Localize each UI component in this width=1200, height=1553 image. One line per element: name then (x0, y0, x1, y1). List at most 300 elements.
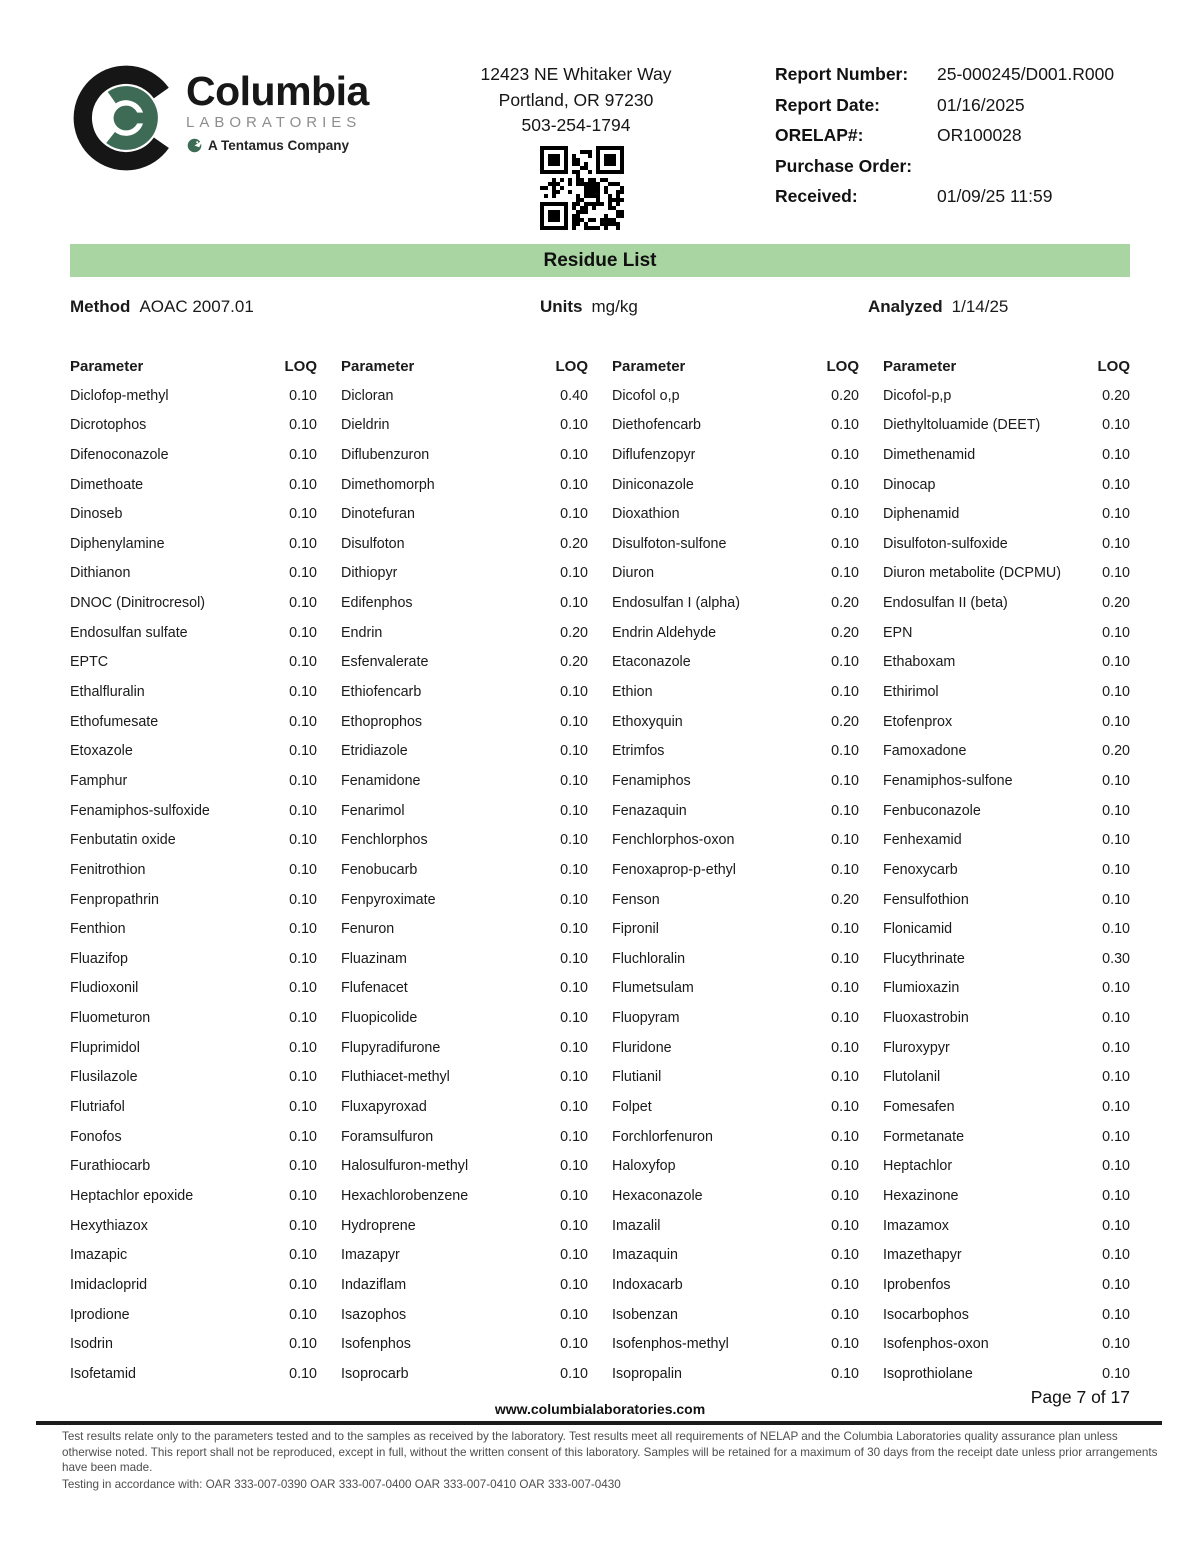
table-row (70, 974, 317, 1004)
table-row (883, 1271, 1130, 1301)
table-row (341, 886, 588, 916)
table-row (612, 1123, 859, 1153)
method-field (70, 297, 254, 317)
units-value: mg/kg (591, 297, 638, 316)
purchase-order-label: Purchase Order: (775, 155, 913, 176)
loq-value: 0.10 (831, 684, 859, 701)
parameter-name: Diethofencarb (612, 417, 702, 434)
report-info-row (775, 125, 1114, 156)
parameter-name: Fenoxycarb (883, 861, 958, 878)
table-row (883, 441, 1130, 471)
parameter-name: Imazalil (612, 1217, 661, 1234)
loq-value: 0.10 (831, 535, 859, 552)
parameter-name: Flufenacet (341, 980, 408, 997)
loq-value: 0.10 (831, 861, 859, 878)
table-row (612, 915, 859, 945)
page-number: Page 7 of 17 (1030, 1387, 1130, 1407)
table-row (341, 1034, 588, 1064)
table-row (341, 945, 588, 975)
parameter-name: Dicofol-p,p (883, 387, 952, 404)
loq-value: 0.10 (1102, 535, 1130, 552)
table-row (883, 737, 1130, 767)
table-row (341, 915, 588, 945)
loq-value: 0.10 (1102, 713, 1130, 730)
residue-table (70, 352, 1130, 1389)
parameter-name: Hexachlorobenzene (341, 1187, 469, 1204)
loq-value: 0.10 (1102, 1247, 1130, 1264)
parameter-name: Fensulfothion (883, 891, 969, 908)
parameter-name: Isofenphos (341, 1336, 411, 1353)
parameter-name: Fluchloralin (612, 950, 686, 967)
parameter-name: Flutianil (612, 1069, 662, 1086)
table-row (883, 708, 1130, 738)
loq-value: 0.10 (1102, 1306, 1130, 1323)
parameter-name: Isoprothiolane (883, 1365, 973, 1382)
parameter-name: Flumetsulam (612, 980, 694, 997)
loq-value: 0.10 (289, 802, 317, 819)
loq-value: 0.10 (289, 891, 317, 908)
table-row (883, 619, 1130, 649)
table-row (612, 856, 859, 886)
parameter-name: Diclofop-methyl (70, 387, 169, 404)
loq-value: 0.10 (831, 1069, 859, 1086)
parameter-name: Fenamiphos-sulfoxide (70, 802, 210, 819)
table-row (883, 530, 1130, 560)
disclaimer-text: Test results relate only to the parameters tested and to the samples as received by the laboratory. Test results meet all requirements of NELAP and the Columbia Laboratories quality assurance plan unless otherwise noted. This report shall not be reproduced, except in full, without the written consent of this laboratory. Samples will be retained for a maximum of 30 days from the receipt date unless prior arrangements have been made. (62, 1430, 1158, 1475)
table-row (883, 1063, 1130, 1093)
parameter-name: Fluridone (612, 1039, 672, 1056)
table-row (341, 559, 588, 589)
parameter-name: Diethyltoluamide (DEET) (883, 417, 1041, 434)
parameter-name: Ethalfluralin (70, 684, 145, 701)
loq-value: 0.10 (831, 1010, 859, 1027)
loq-value: 0.10 (560, 772, 588, 789)
loq-value: 0.10 (289, 1158, 317, 1175)
parameter-name: Haloxyfop (612, 1158, 676, 1175)
parameter-name: Flumioxazin (883, 980, 960, 997)
loq-value: 0.10 (560, 980, 588, 997)
loq-value: 0.10 (289, 950, 317, 967)
table-row (883, 856, 1130, 886)
units-field (540, 297, 638, 317)
table-row (70, 737, 317, 767)
parameter-name: Etoxazole (70, 743, 133, 760)
table-row (70, 826, 317, 856)
table-row (612, 797, 859, 827)
parameter-name: Difenoconazole (70, 446, 169, 463)
table-header-row (883, 352, 1130, 382)
testing-accordance-text: Testing in accordance with: OAR 333-007-0390 OAR 333-007-0400 OAR 333-007-0410 OAR 333-007-0430 (62, 1477, 621, 1491)
loq-value: 0.10 (560, 1010, 588, 1027)
parameter-name: Imazaquin (612, 1247, 678, 1264)
table-header-row (70, 352, 317, 382)
loq-header: LOQ (1097, 358, 1130, 375)
table-row (70, 471, 317, 501)
residue-column (341, 352, 588, 1389)
table-row (341, 1241, 588, 1271)
loq-value: 0.10 (560, 1187, 588, 1204)
loq-value: 0.10 (1102, 772, 1130, 789)
parameter-name: Fenoxaprop-p-ethyl (612, 861, 736, 878)
loq-value: 0.10 (1102, 861, 1130, 878)
table-row (612, 471, 859, 501)
table-row (70, 708, 317, 738)
table-row (70, 1301, 317, 1331)
parameter-name: Forchlorfenuron (612, 1128, 713, 1145)
section-banner (70, 244, 1130, 277)
loq-value: 0.10 (560, 476, 588, 493)
parameter-name: Fenamiphos-sulfone (883, 772, 1013, 789)
loq-value: 0.10 (560, 1247, 588, 1264)
loq-value: 0.10 (289, 535, 317, 552)
loq-value: 0.10 (831, 446, 859, 463)
parameter-name: Disulfoton (341, 535, 405, 552)
parameter-name: Fenchlorphos (341, 832, 428, 849)
table-row (612, 619, 859, 649)
parameter-name: Hexaconazole (612, 1187, 703, 1204)
table-row (341, 974, 588, 1004)
parameter-name: Fenazaquin (612, 802, 687, 819)
loq-value: 0.10 (560, 861, 588, 878)
table-row (341, 1360, 588, 1390)
parameter-name: Flusilazole (70, 1069, 138, 1086)
loq-value: 0.10 (831, 921, 859, 938)
loq-value: 0.20 (831, 624, 859, 641)
loq-value: 0.20 (831, 891, 859, 908)
parameter-name: Dicofol o,p (612, 387, 680, 404)
loq-value: 0.10 (289, 1128, 317, 1145)
loq-value: 0.10 (1102, 446, 1130, 463)
loq-value: 0.10 (1102, 1217, 1130, 1234)
table-row (70, 1330, 317, 1360)
table-row (70, 945, 317, 975)
analyzed-field (868, 297, 1008, 317)
tentamus-bird-icon (186, 137, 203, 154)
table-row (612, 826, 859, 856)
loq-value: 0.10 (289, 772, 317, 789)
loq-value: 0.10 (831, 506, 859, 523)
parameter-name: Fenchlorphos-oxon (612, 832, 735, 849)
loq-value: 0.20 (1102, 743, 1130, 760)
table-row (612, 737, 859, 767)
parameter-name: Imazamox (883, 1217, 949, 1234)
loq-header: LOQ (826, 358, 859, 375)
table-row (883, 1241, 1130, 1271)
loq-value: 0.10 (560, 1365, 588, 1382)
loq-value: 0.10 (289, 654, 317, 671)
parameter-name: Dimethoate (70, 476, 144, 493)
residue-column (883, 352, 1130, 1389)
table-row (612, 382, 859, 412)
loq-value: 0.10 (831, 1187, 859, 1204)
table-row (612, 974, 859, 1004)
table-row (70, 589, 317, 619)
table-row (341, 589, 588, 619)
loq-value: 0.10 (831, 476, 859, 493)
table-row (341, 648, 588, 678)
table-row (883, 648, 1130, 678)
columbia-logo-icon (72, 64, 180, 172)
parameter-name: Edifenphos (341, 595, 413, 612)
parameter-header: Parameter (612, 358, 686, 375)
report-number-value: 25-000245/D001.R000 (937, 64, 1115, 84)
table-row (612, 1241, 859, 1271)
parameter-name: Dinoseb (70, 506, 123, 523)
parameter-name: Foramsulfuron (341, 1128, 434, 1145)
loq-value: 0.10 (831, 1039, 859, 1056)
loq-value: 0.10 (560, 921, 588, 938)
loq-value: 0.10 (289, 1306, 317, 1323)
parameter-name: Isobenzan (612, 1306, 678, 1323)
table-row (883, 915, 1130, 945)
loq-value: 0.10 (831, 1336, 859, 1353)
loq-value: 0.10 (831, 417, 859, 434)
parameter-name: Diphenamid (883, 506, 960, 523)
loq-value: 0.10 (289, 1187, 317, 1204)
table-row (612, 1271, 859, 1301)
table-row (883, 411, 1130, 441)
parameter-name: Imazapyr (341, 1247, 400, 1264)
table-row (70, 1360, 317, 1390)
parameter-name: Fluopicolide (341, 1010, 418, 1027)
parameter-name: Dieldrin (341, 417, 390, 434)
table-row (70, 1212, 317, 1242)
parameter-name: Isoprocarb (341, 1365, 409, 1382)
parameter-header: Parameter (341, 358, 415, 375)
loq-value: 0.40 (560, 387, 588, 404)
analyzed-value: 1/14/25 (951, 297, 1009, 316)
parameter-name: Fluthiacet-methyl (341, 1069, 450, 1086)
parameter-name: Hydroprene (341, 1217, 416, 1234)
table-row (70, 648, 317, 678)
loq-value: 0.10 (560, 684, 588, 701)
loq-value: 0.20 (560, 624, 588, 641)
table-row (612, 945, 859, 975)
parameter-name: Isazophos (341, 1306, 407, 1323)
table-row (612, 441, 859, 471)
loq-value: 0.10 (289, 476, 317, 493)
loq-value: 0.10 (1102, 565, 1130, 582)
loq-value: 0.10 (289, 1276, 317, 1293)
parameter-name: Imazapic (70, 1247, 128, 1264)
parameter-name: Dithianon (70, 565, 131, 582)
table-row (70, 1152, 317, 1182)
loq-value: 0.10 (289, 565, 317, 582)
table-row (883, 1360, 1130, 1390)
table-row (612, 530, 859, 560)
table-row (883, 826, 1130, 856)
parameter-name: Ethoxyquin (612, 713, 683, 730)
table-row (341, 1004, 588, 1034)
report-info (775, 64, 1114, 217)
parameter-name: Fenthion (70, 921, 126, 938)
loq-header: LOQ (555, 358, 588, 375)
table-row (70, 530, 317, 560)
address-line: 12423 NE Whitaker Way (480, 64, 672, 84)
units-label: Units (540, 297, 583, 316)
parameter-name: Fluroxypyr (883, 1039, 950, 1056)
parameter-name: Dimethomorph (341, 476, 435, 493)
loq-value: 0.10 (289, 1099, 317, 1116)
parameter-name: Diphenylamine (70, 535, 165, 552)
table-row (612, 1004, 859, 1034)
parameter-name: Endrin (341, 624, 383, 641)
parameter-name: EPTC (70, 654, 109, 671)
table-row (341, 1123, 588, 1153)
loq-value: 0.10 (1102, 1128, 1130, 1145)
footer-disclaimer (62, 1429, 1162, 1492)
parameter-name: Isofenphos-methyl (612, 1336, 729, 1353)
table-row (341, 1301, 588, 1331)
loq-value: 0.10 (831, 1217, 859, 1234)
parameter-name: Fluazinam (341, 950, 407, 967)
table-row (70, 1241, 317, 1271)
loq-value: 0.20 (1102, 595, 1130, 612)
report-date-label: Report Date: (775, 94, 881, 115)
lab-address (420, 62, 732, 139)
table-row (70, 856, 317, 886)
received-label: Received: (775, 186, 858, 206)
parameter-name: Folpet (612, 1099, 652, 1116)
parameter-name: Fluprimidol (70, 1039, 140, 1056)
loq-value: 0.10 (289, 921, 317, 938)
parameter-name: Fenamidone (341, 772, 421, 789)
parameter-name: Hexythiazox (70, 1217, 148, 1234)
table-row (341, 619, 588, 649)
parameter-name: Furathiocarb (70, 1158, 151, 1175)
parameter-name: Disulfoton-sulfoxide (883, 535, 1008, 552)
parameter-name: Etofenprox (883, 713, 953, 730)
parameter-name: Isofenphos-oxon (883, 1336, 989, 1353)
parameter-name: Flupyradifurone (341, 1039, 441, 1056)
table-row (70, 797, 317, 827)
loq-value: 0.10 (1102, 654, 1130, 671)
table-row (70, 1004, 317, 1034)
parameter-name: Diflubenzuron (341, 446, 430, 463)
table-row (612, 1360, 859, 1390)
parameter-name: Dicrotophos (70, 417, 147, 434)
parameter-name: Heptachlor epoxide (70, 1187, 194, 1204)
parameter-name: Halosulfuron-methyl (341, 1158, 469, 1175)
loq-value: 0.10 (831, 772, 859, 789)
report-info-row (775, 95, 1114, 126)
parameter-name: Hexazinone (883, 1187, 959, 1204)
loq-value: 0.10 (560, 1158, 588, 1175)
loq-value: 0.30 (1102, 950, 1130, 967)
loq-value: 0.10 (560, 1099, 588, 1116)
table-row (612, 886, 859, 916)
parameter-name: Fomesafen (883, 1099, 955, 1116)
table-row (883, 767, 1130, 797)
parameter-name: Ethaboxam (883, 654, 956, 671)
parameter-name: Indaziflam (341, 1276, 407, 1293)
parameter-name: Diflufenzopyr (612, 446, 696, 463)
table-row (341, 530, 588, 560)
table-header-row (341, 352, 588, 382)
parameter-name: DNOC (Dinitrocresol) (70, 595, 206, 612)
loq-value: 0.10 (289, 506, 317, 523)
table-row (612, 708, 859, 738)
loq-value: 0.10 (1102, 506, 1130, 523)
table-row (883, 382, 1130, 412)
residue-column (70, 352, 317, 1389)
loq-value: 0.10 (560, 565, 588, 582)
table-row (612, 648, 859, 678)
table-row (70, 1182, 317, 1212)
parameter-name: Fipronil (612, 921, 659, 938)
parameter-name: Etaconazole (612, 654, 691, 671)
table-row (70, 915, 317, 945)
table-row (883, 1093, 1130, 1123)
analyzed-label: Analyzed (868, 297, 943, 316)
logo-company-name: Columbia (186, 68, 369, 114)
parameter-name: Dinotefuran (341, 506, 415, 523)
loq-value: 0.10 (831, 1365, 859, 1382)
table-row (341, 826, 588, 856)
table-row (70, 441, 317, 471)
table-row (612, 1212, 859, 1242)
table-row (883, 945, 1130, 975)
loq-value: 0.20 (1102, 387, 1130, 404)
parameter-name: Isofetamid (70, 1365, 136, 1382)
parameter-name: Formetanate (883, 1128, 965, 1145)
loq-value: 0.20 (560, 654, 588, 671)
table-row (612, 559, 859, 589)
loq-value: 0.20 (831, 595, 859, 612)
table-row (612, 678, 859, 708)
loq-value: 0.10 (289, 832, 317, 849)
parameter-name: EPN (883, 624, 913, 641)
loq-value: 0.10 (831, 950, 859, 967)
loq-value: 0.10 (560, 1306, 588, 1323)
parameter-name: Etridiazole (341, 743, 408, 760)
loq-value: 0.10 (560, 802, 588, 819)
loq-value: 0.10 (560, 506, 588, 523)
received-value: 01/09/25 11:59 (937, 186, 1053, 206)
loq-value: 0.10 (289, 1336, 317, 1353)
table-row (341, 737, 588, 767)
loq-value: 0.10 (560, 595, 588, 612)
loq-value: 0.10 (1102, 921, 1130, 938)
parameter-name: Esfenvalerate (341, 654, 429, 671)
website-url: www.columbialaboratories.com (494, 1401, 706, 1417)
parameter-name: Isodrin (70, 1336, 113, 1353)
table-row (612, 1063, 859, 1093)
table-row (612, 1093, 859, 1123)
address-line: Portland, OR 97230 (498, 89, 654, 110)
qr-code (540, 146, 624, 230)
loq-value: 0.10 (560, 950, 588, 967)
parameter-header: Parameter (883, 358, 957, 375)
parameter-name: Indoxacarb (612, 1276, 683, 1293)
loq-value: 0.10 (289, 713, 317, 730)
address-phone: 503-254-1794 (521, 115, 631, 135)
parameter-name: Imidacloprid (70, 1276, 148, 1293)
loq-value: 0.10 (831, 1158, 859, 1175)
logo-subtitle: LABORATORIES (186, 114, 362, 131)
loq-value: 0.10 (560, 417, 588, 434)
parameter-name: Endosulfan I (alpha) (612, 595, 740, 612)
table-row (70, 382, 317, 412)
parameter-name: Endosulfan II (beta) (883, 595, 1008, 612)
parameter-name: Fludioxonil (70, 980, 139, 997)
loq-value: 0.10 (1102, 1099, 1130, 1116)
loq-value: 0.10 (560, 1336, 588, 1353)
loq-value: 0.20 (831, 387, 859, 404)
loq-value: 0.10 (560, 713, 588, 730)
parameter-name: Iprobenfos (883, 1276, 951, 1293)
parameter-name: Dimethenamid (883, 446, 976, 463)
